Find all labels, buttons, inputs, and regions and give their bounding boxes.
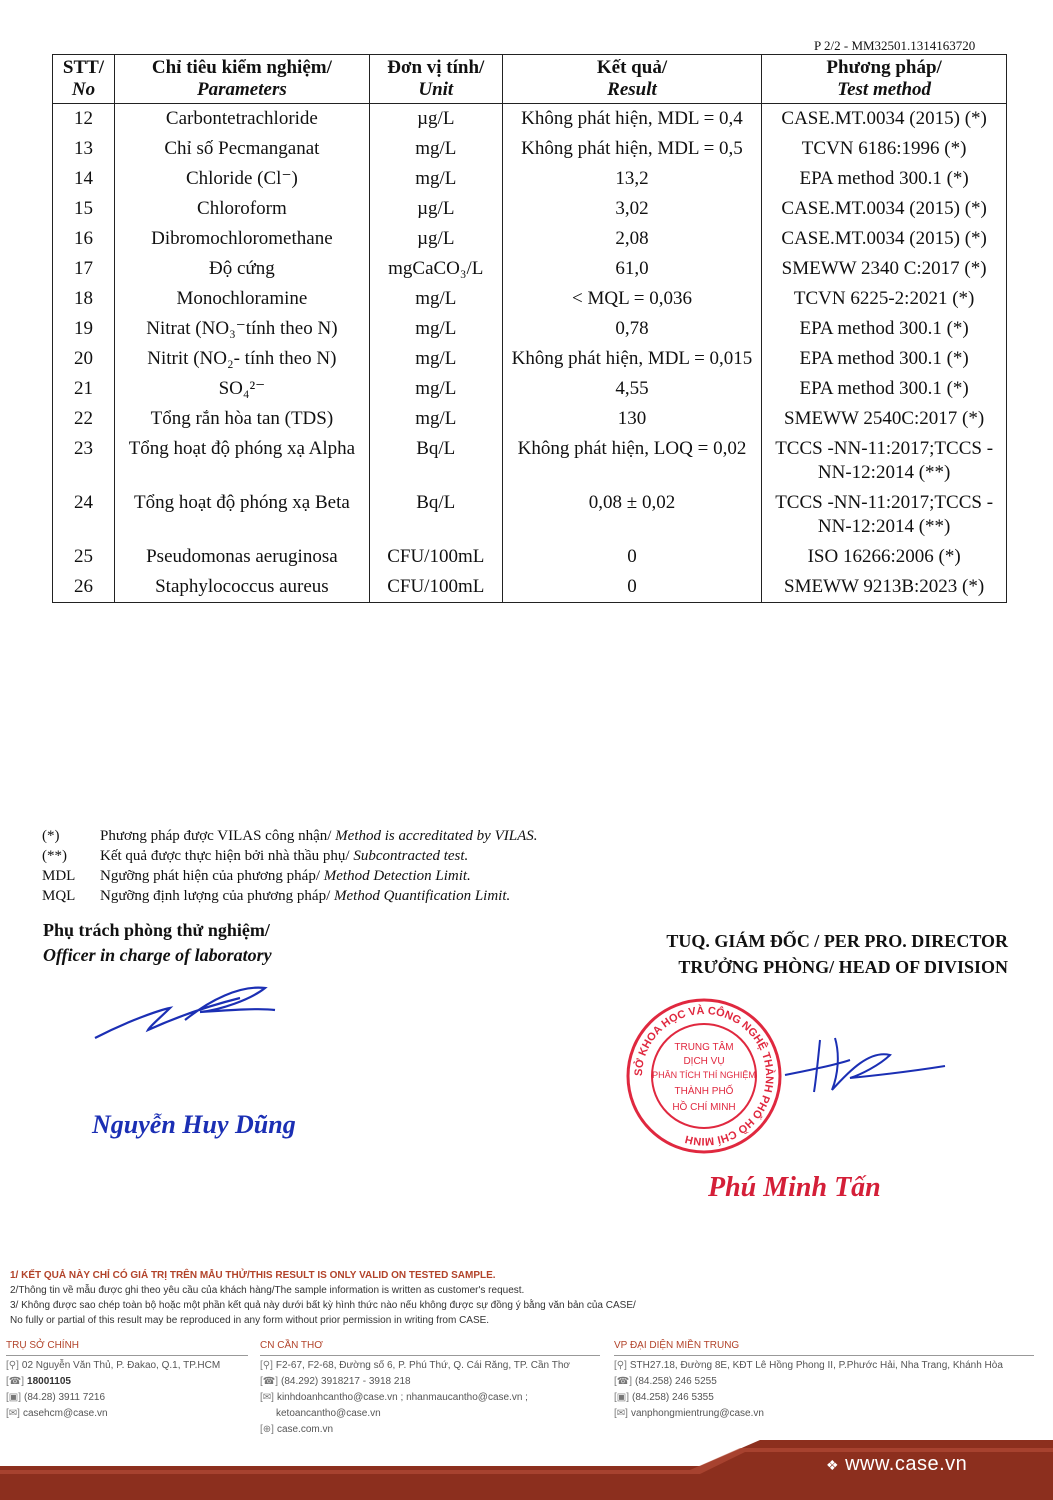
row-parameter: Nitrat (NO₃⁻tính theo N) (114, 314, 369, 344)
header-result: Kết quả/ Result (502, 55, 762, 104)
table-header-row (53, 55, 1007, 104)
row-unit: µg/L (369, 104, 502, 135)
phone-icon: [☎] (6, 1376, 25, 1387)
note-accredited: (*) Phương pháp được VILAS công nhận/ Method is accreditated by VILAS. (42, 828, 538, 844)
row-parameter: Chloride (Cl⁻) (114, 164, 369, 194)
row-unit: mg/L (369, 314, 502, 344)
row-no: 26 (53, 572, 115, 603)
row-parameter: Dibromochloromethane (114, 224, 369, 254)
row-method: CASE.MT.0034 (2015) (*) (762, 194, 1007, 224)
director-signature-scribble (780, 1030, 950, 1100)
row-parameter: Staphylococcus aureus (114, 572, 369, 603)
row-parameter: Chỉ số Pecmanganat (114, 134, 369, 164)
row-method: EPA method 300.1 (*) (762, 314, 1007, 344)
officer-signature-name: Nguyễn Huy Dũng (92, 1110, 296, 1139)
table-row (53, 254, 1007, 284)
svg-text:HỒ CHÍ MINH: HỒ CHÍ MINH (672, 1102, 736, 1113)
director-title: TUQ. GIÁM ĐỐC / PER PRO. DIRECTOR TRƯỞNG PHÒNG/ HEAD OF DIVISION (666, 931, 1008, 977)
row-no: 23 (53, 434, 115, 488)
row-result: 4,55 (502, 374, 762, 404)
footer-headquarters: TRỤ SỞ CHÍNH [⚲] 02 Nguyễn Văn Thủ, P. Đakao, Q.1, TP.HCM [☎] 18001105 [▣] (84.28) 3911 7216 [✉] casehcm@case.vn (6, 1338, 248, 1422)
row-unit: Bq/L (369, 434, 502, 488)
svg-text:DỊCH VỤ: DỊCH VỤ (683, 1056, 725, 1067)
row-parameter: Chloroform (114, 194, 369, 224)
row-method: SMEWW 2340 C:2017 (*) (762, 254, 1007, 284)
disclaimer: 1/ KẾT QUẢ NÀY CHỈ CÓ GIÁ TRỊ TRÊN MẪU THỬ/THIS RESULT IS ONLY VALID ON TESTED SAMPLE. 2/Thông tin về mẫu được ghi theo yêu cầu của khách hàng/The sample information is written as customer's request. 3/ Không được sao chép toàn bộ hoặc một phần kết quả này dưới bất kỳ hình thức nào nếu không được sự đồng ý bằng văn bản của CASE/ No fully or partial of this result may be reproduced in any form without prior permission in writing from CASE. (10, 1270, 636, 1326)
svg-text:PHÂN TÍCH THÍ NGHIỆM: PHÂN TÍCH THÍ NGHIỆM (652, 1070, 756, 1080)
row-no: 13 (53, 134, 115, 164)
row-method: TCCS -NN-11:2017;TCCS -NN-12:2014 (**) (762, 488, 1007, 542)
web-icon: [⊕] (260, 1424, 274, 1435)
table-row (53, 194, 1007, 224)
row-unit: mg/L (369, 344, 502, 374)
row-unit: µg/L (369, 194, 502, 224)
row-result: 130 (502, 404, 762, 434)
globe-icon: ❖ (826, 1457, 840, 1473)
row-parameter: Tổng rắn hòa tan (TDS) (114, 404, 369, 434)
row-unit: mg/L (369, 284, 502, 314)
row-unit: mg/L (369, 134, 502, 164)
table-row (53, 284, 1007, 314)
svg-text:SỞ KHOA HỌC VÀ CÔNG NGHỆ THÀNH: SỞ KHOA HỌC VÀ CÔNG NGHỆ THÀNH PHỐ HỒ CHÍ MINH (632, 1004, 776, 1148)
row-unit: CFU/100mL (369, 572, 502, 603)
table-row (53, 488, 1007, 542)
row-result: 3,02 (502, 194, 762, 224)
location-icon: [⚲] (260, 1360, 273, 1371)
table-row (53, 434, 1007, 488)
results-table (52, 54, 1007, 603)
row-no: 17 (53, 254, 115, 284)
row-parameter: Nitrit (NO₂- tính theo N) (114, 344, 369, 374)
table-row (53, 314, 1007, 344)
row-no: 20 (53, 344, 115, 374)
row-unit: mg/L (369, 164, 502, 194)
note-mdl: MDL Ngưỡng phát hiện của phương pháp/ Method Detection Limit. (42, 868, 471, 884)
table-row (53, 542, 1007, 572)
row-result: 0,78 (502, 314, 762, 344)
row-no: 12 (53, 104, 115, 135)
table-row (53, 374, 1007, 404)
row-no: 18 (53, 284, 115, 314)
officer-signature-scribble (90, 980, 280, 1050)
row-no: 19 (53, 314, 115, 344)
website-link[interactable]: ❖ www.case.vn (826, 1453, 968, 1475)
table-row (53, 104, 1007, 135)
table-row (53, 344, 1007, 374)
row-no: 25 (53, 542, 115, 572)
row-no: 16 (53, 224, 115, 254)
svg-text:TRUNG TÂM: TRUNG TÂM (674, 1042, 734, 1053)
row-no: 24 (53, 488, 115, 542)
row-parameter: Tổng hoạt độ phóng xạ Beta (114, 488, 369, 542)
email-icon: [✉] (6, 1408, 20, 1419)
row-unit: mg/L (369, 404, 502, 434)
header-no: STT/ No (53, 55, 115, 104)
row-result: < MQL = 0,036 (502, 284, 762, 314)
phone-icon: [☎] (614, 1376, 633, 1387)
footer-cantho: CN CẦN THƠ [⚲] F2-67, F2-68, Đường số 6, P. Phú Thứ, Q. Cái Răng, TP. Cần Thơ [☎] (84.292) 3918217 - 3918 218 [✉] kinhdoanhcantho@case.vn ; nhanmaucantho@case.vn ; ketoancantho@case.vn [⊕] case.com.vn (260, 1338, 600, 1438)
row-result: 13,2 (502, 164, 762, 194)
row-method: EPA method 300.1 (*) (762, 164, 1007, 194)
row-method: EPA method 300.1 (*) (762, 374, 1007, 404)
table-row (53, 164, 1007, 194)
row-result: 0,08 ± 0,02 (502, 488, 762, 542)
header-unit: Đơn vị tính/ Unit (369, 55, 502, 104)
row-method: EPA method 300.1 (*) (762, 344, 1007, 374)
row-method: TCVN 6225-2:2021 (*) (762, 284, 1007, 314)
table-row (53, 404, 1007, 434)
row-result: Không phát hiện, MDL = 0,015 (502, 344, 762, 374)
row-unit: CFU/100mL (369, 542, 502, 572)
row-method: CASE.MT.0034 (2015) (*) (762, 224, 1007, 254)
table-row (53, 224, 1007, 254)
officer-title: Phụ trách phòng thử nghiệm/ Officer in charge of laboratory (43, 920, 272, 965)
row-result: 2,08 (502, 224, 762, 254)
row-no: 14 (53, 164, 115, 194)
header-method: Phương pháp/ Test method (762, 55, 1007, 104)
row-no: 22 (53, 404, 115, 434)
email-icon: [✉] (614, 1408, 628, 1419)
row-method: SMEWW 9213B:2023 (*) (762, 572, 1007, 603)
row-result: Không phát hiện, MDL = 0,5 (502, 134, 762, 164)
row-no: 21 (53, 374, 115, 404)
table-row (53, 572, 1007, 603)
row-unit: Bq/L (369, 488, 502, 542)
phone-icon: [☎] (260, 1376, 279, 1387)
fax-icon: [▣] (614, 1392, 630, 1403)
row-unit: mg/L (369, 374, 502, 404)
row-method: TCCS -NN-11:2017;TCCS -NN-12:2014 (**) (762, 434, 1007, 488)
row-method: ISO 16266:2006 (*) (762, 542, 1007, 572)
official-stamp (624, 996, 784, 1156)
row-result: 0 (502, 572, 762, 603)
header-parameters: Chỉ tiêu kiểm nghiệm/ Parameters (114, 55, 369, 104)
row-parameter: SO₄²⁻ (114, 374, 369, 404)
row-unit: µg/L (369, 224, 502, 254)
footer-central: VP ĐẠI DIỆN MIỀN TRUNG [⚲] STH27.18, Đường 8E, KĐT Lê Hồng Phong II, P.Phước Hải, Nha Trang, Khánh Hòa [☎] (84.258) 246 5255 [▣] (84.258) 246 5355 [✉] vanphongmientrung@case.vn (614, 1338, 1034, 1422)
email-icon: [✉] (260, 1392, 274, 1403)
fax-icon: [▣] (6, 1392, 22, 1403)
row-result: Không phát hiện, MDL = 0,4 (502, 104, 762, 135)
row-result: 0 (502, 542, 762, 572)
note-subcontracted: (**) Kết quả được thực hiện bởi nhà thầu phụ/ Subcontracted test. (42, 848, 469, 864)
row-method: TCVN 6186:1996 (*) (762, 134, 1007, 164)
row-method: SMEWW 2540C:2017 (*) (762, 404, 1007, 434)
location-icon: [⚲] (614, 1360, 627, 1371)
row-result: Không phát hiện, LOQ = 0,02 (502, 434, 762, 488)
row-method: CASE.MT.0034 (2015) (*) (762, 104, 1007, 135)
row-parameter: Tổng hoạt độ phóng xạ Alpha (114, 434, 369, 488)
row-unit: mgCaCO₃/L (369, 254, 502, 284)
row-result: 61,0 (502, 254, 762, 284)
row-parameter: Độ cứng (114, 254, 369, 284)
page-id: P 2/2 - MM32501.1314163720 (814, 38, 976, 53)
table-row (53, 134, 1007, 164)
row-parameter: Carbontetrachloride (114, 104, 369, 135)
row-parameter: Pseudomonas aeruginosa (114, 542, 369, 572)
footnotes (42, 826, 537, 906)
note-mql: MQL Ngưỡng định lượng của phương pháp/ Method Quantification Limit. (42, 888, 511, 904)
location-icon: [⚲] (6, 1360, 19, 1371)
director-signature-name: Phú Minh Tấn (708, 1172, 881, 1203)
row-parameter: Monochloramine (114, 284, 369, 314)
svg-text:THÀNH PHỐ: THÀNH PHỐ (674, 1086, 734, 1097)
row-no: 15 (53, 194, 115, 224)
